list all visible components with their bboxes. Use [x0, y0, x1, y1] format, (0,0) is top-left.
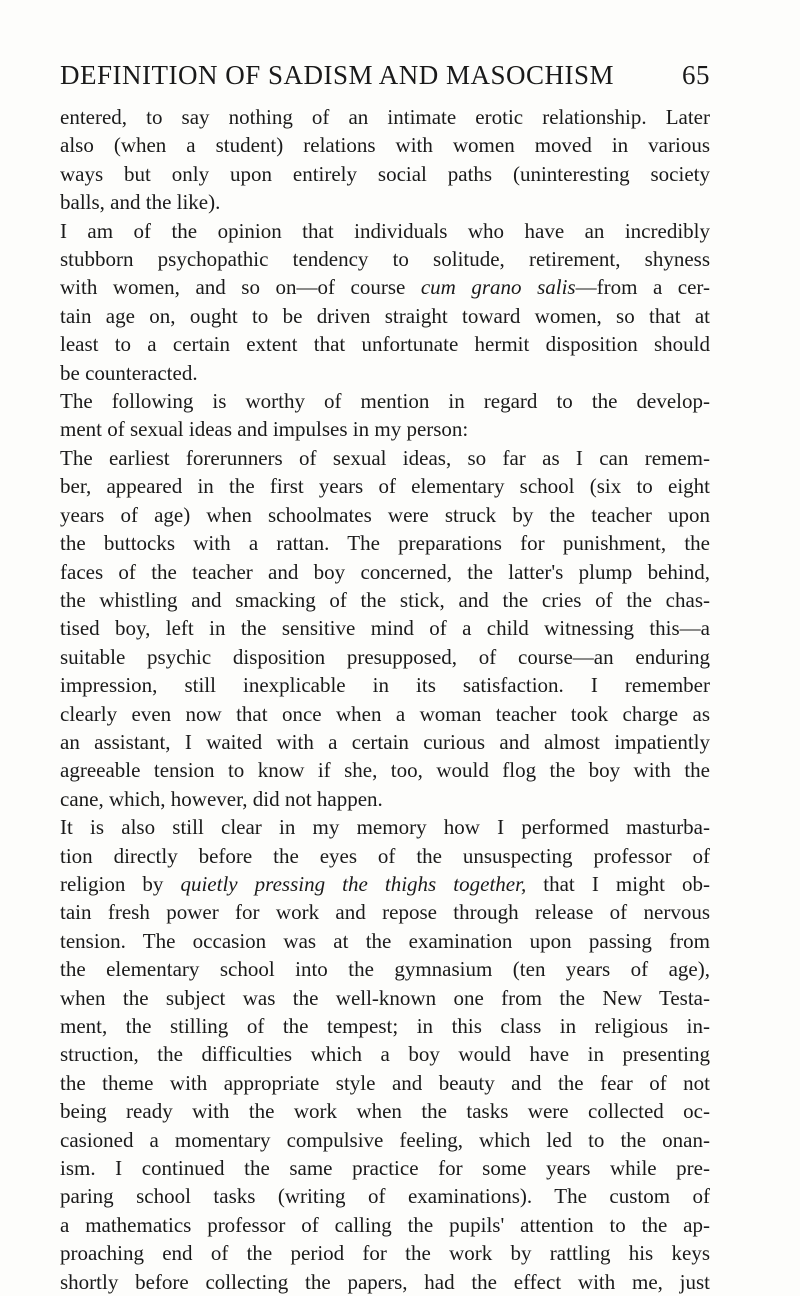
text-line: an assistant, I waited with a certain curious and almost impatiently	[60, 729, 710, 754]
text-span: that I might ob-	[526, 871, 710, 896]
text-line: ment, the stilling of the tempest; in this class in religious in-	[60, 1014, 710, 1038]
body-text	[60, 103, 710, 1296]
text-line: stubborn psychopathic tendency to solitude, retirement, shyness	[60, 247, 710, 272]
text-line	[60, 273, 710, 301]
text-line: the whistling and smacking of the stick, and the cries of the chas-	[60, 587, 710, 612]
page-number: 65	[682, 60, 710, 90]
text-line: the theme with appropriate style and beauty and the fear of not	[60, 1070, 710, 1095]
text-line: clearly even now that once when a woman teacher took charge as	[60, 701, 710, 726]
text-line: tain age on, ought to be driven straight toward women, so that at	[60, 303, 710, 328]
paragraph	[60, 813, 710, 1296]
running-head	[60, 60, 710, 91]
text-line: tion directly before the eyes of the unsuspecting professor of	[60, 843, 710, 868]
text-line: being ready with the work when the tasks were collected oc-	[60, 1099, 710, 1124]
text-line: be counteracted.	[60, 360, 198, 385]
text-line: tain fresh power for work and repose through release of nervous	[60, 900, 710, 925]
text-line: The following is worthy of mention in regard to the develop-	[60, 389, 710, 414]
italic-phrase: cum grano salis	[420, 275, 576, 300]
text-span: —from a cer-	[575, 275, 710, 300]
text-line: I am of the opinion that individuals who have an incredibly	[60, 218, 710, 243]
text-line: when the subject was the well-known one from the New Testa-	[60, 985, 710, 1010]
text-line: agreeable tension to know if she, too, would flog the boy with the	[60, 758, 710, 783]
text-span: religion by	[60, 871, 181, 896]
text-line: a mathematics professor of calling the pupils' attention to the ap-	[60, 1212, 710, 1237]
paragraph	[60, 444, 710, 813]
text-line: years of age) when schoolmates were struck by the teacher upon	[60, 502, 710, 527]
text-line: the buttocks with a rattan. The preparations for punishment, the	[60, 531, 710, 556]
text-line: balls, and the like).	[60, 190, 221, 215]
text-line: paring school tasks (writing of examinations). The custom of	[60, 1184, 710, 1209]
text-line: struction, the difficulties which a boy would have in presenting	[60, 1042, 710, 1067]
italic-phrase: quietly pressing the thighs together,	[180, 871, 527, 896]
text-line	[60, 870, 710, 898]
text-span: with women, and so on—of course	[60, 275, 421, 300]
paragraph	[60, 387, 710, 444]
text-line: faces of the teacher and boy concerned, the latter's plump behind,	[60, 559, 710, 584]
text-line: proaching end of the period for the work by rattling his keys	[60, 1241, 710, 1266]
chapter-title: DEFINITION OF SADISM AND MASOCHISM	[60, 60, 615, 90]
text-line: suitable psychic disposition presupposed, of course—an enduring	[60, 644, 710, 669]
text-line: casioned a momentary compulsive feeling, which led to the onan-	[60, 1127, 710, 1152]
paragraph	[60, 103, 710, 217]
text-line: ber, appeared in the first years of elementary school (six to eight	[60, 474, 710, 499]
text-line: entered, to say nothing of an intimate erotic relationship. Later	[60, 105, 710, 129]
text-line: cane, which, however, did not happen.	[60, 786, 383, 811]
paragraph	[60, 217, 710, 387]
text-line: tension. The occasion was at the examination upon passing from	[60, 928, 710, 953]
text-line: ways but only upon entirely social paths (uninteresting society	[60, 161, 710, 186]
text-line: tised boy, left in the sensitive mind of a child witnessing this—a	[60, 616, 710, 641]
text-line: impression, still inexplicable in its satisfaction. I remember	[60, 673, 710, 698]
text-line: the elementary school into the gymnasium (ten years of age),	[60, 957, 710, 982]
text-line: also (when a student) relations with women moved in various	[60, 133, 710, 158]
text-line: It is also still clear in my memory how I performed masturba-	[60, 815, 710, 840]
text-line: least to a certain extent that unfortunate hermit disposition should	[60, 332, 710, 357]
text-line: ism. I continued the same practice for some years while pre-	[60, 1156, 710, 1181]
text-line: The earliest forerunners of sexual ideas, so far as I can remem-	[60, 445, 710, 470]
text-line: shortly before collecting the papers, had the effect with me, just	[60, 1269, 710, 1294]
book-page	[60, 60, 710, 1296]
text-line: ment of sexual ideas and impulses in my person:	[60, 417, 469, 442]
